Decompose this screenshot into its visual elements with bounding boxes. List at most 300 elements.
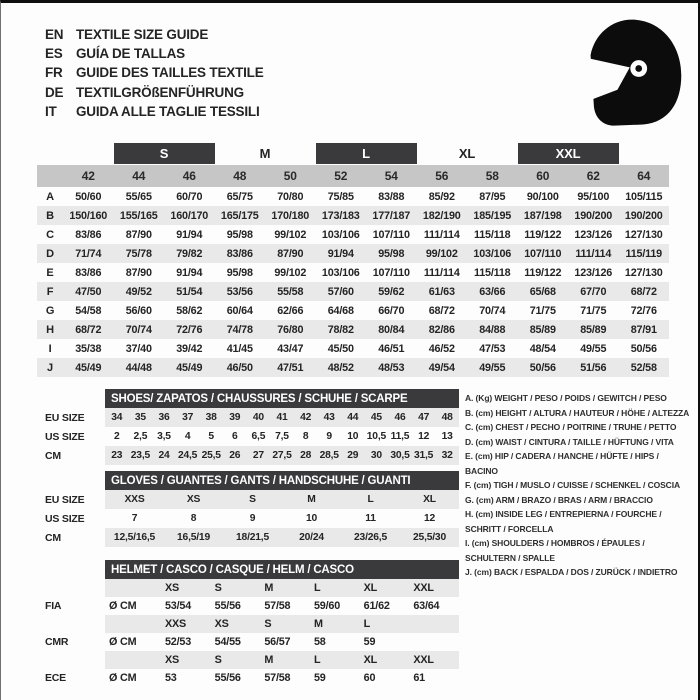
- value-cell: 2,5: [133, 431, 148, 442]
- language-title-list: [45, 25, 264, 121]
- helmet-value: 61: [413, 672, 425, 684]
- measure-value: 82/86: [428, 323, 455, 336]
- gloves-size-table: [41, 471, 459, 547]
- value-cell: 12: [423, 513, 436, 524]
- size-band: [105, 579, 459, 597]
- measure-value: 99/102: [274, 228, 307, 241]
- size-label: 58: [485, 169, 499, 183]
- value-cell: 38: [205, 412, 217, 423]
- corner-cell: [37, 143, 63, 164]
- value-cell: 47: [418, 412, 430, 423]
- row-label: I: [48, 342, 52, 355]
- measure-value: 68/72: [75, 323, 102, 336]
- helmet-value: 58: [314, 636, 326, 648]
- measure-value: 155/165: [119, 209, 158, 222]
- measure-value: 119/122: [524, 228, 562, 241]
- size-label: 56: [435, 169, 449, 183]
- value-cell: 37: [182, 412, 194, 423]
- value-band: [105, 669, 459, 687]
- helmet-value: 59: [314, 672, 326, 684]
- value-band: [105, 408, 459, 427]
- spacer-cell: [105, 579, 161, 597]
- helmet-value-row-ece: [41, 669, 459, 687]
- measure-value: 37/40: [125, 342, 152, 355]
- measurement-legend: [465, 391, 693, 580]
- row-label: US SIZE: [45, 512, 85, 525]
- measure-row-h: [37, 320, 669, 339]
- row-label: C: [46, 228, 54, 241]
- measure-value: 76/80: [277, 323, 304, 336]
- size-group-row: [37, 143, 669, 164]
- value-band: [105, 427, 459, 446]
- value-cell: 18/21,5: [236, 532, 269, 543]
- helmet-value: 63/64: [413, 600, 440, 612]
- value-cell: 5: [208, 431, 214, 442]
- size-label: L: [363, 618, 371, 630]
- measure-value: 115/118: [474, 228, 511, 241]
- measure-row-g: [37, 301, 669, 320]
- measure-value: 87/90: [277, 247, 304, 260]
- value-cell: 45: [370, 412, 382, 423]
- measure-value: 78/82: [327, 323, 354, 336]
- measure-value: 72/76: [176, 323, 203, 336]
- measure-value: 50/60: [75, 190, 102, 203]
- language-code: DE: [45, 84, 64, 100]
- size-label: 52: [334, 169, 348, 183]
- measure-value: 160/170: [170, 209, 209, 222]
- measure-value: 45/49: [176, 361, 203, 374]
- measure-value: 57/60: [327, 285, 354, 298]
- legend-item: B. (cm) HEIGHT / ALTURA / HAUTEUR / HÖHE / ALTEZZA: [465, 407, 690, 418]
- value-cell: 10: [347, 431, 359, 442]
- value-cell: 12,5/16,5: [113, 532, 156, 543]
- measure-value: 71/75: [529, 304, 556, 317]
- value-cell: 25,5/30: [413, 532, 446, 543]
- measure-value: 190/200: [574, 209, 613, 222]
- value-cell: 41: [276, 412, 288, 423]
- measure-value: 71/75: [580, 304, 607, 317]
- measure-value: 107/110: [524, 247, 562, 260]
- measure-value: 43/47: [277, 342, 304, 355]
- size-table-row: [41, 408, 459, 427]
- measure-value: 49/55: [580, 342, 607, 355]
- value-cell: 30,5: [390, 450, 410, 461]
- measure-value: 49/52: [125, 285, 152, 298]
- measure-value: 61/63: [428, 285, 455, 298]
- measure-value: 56/60: [125, 304, 152, 317]
- measure-value: 170/180: [271, 209, 310, 222]
- value-cell: XXS: [124, 494, 145, 505]
- helmet-size-row: [41, 579, 459, 597]
- spacer: [41, 615, 105, 633]
- helmet-table-title: HELMET / CASCO / CASQUE / HELM / CASCO: [105, 560, 459, 579]
- measure-row-d: [37, 244, 669, 263]
- value-cell: 32: [441, 450, 453, 461]
- measure-value: 91/94: [176, 266, 203, 279]
- size-label: L: [314, 582, 321, 594]
- row-label: A: [46, 190, 54, 203]
- gloves-table-title: GLOVES / GUANTES / GANTS / HANDSCHUHE / GUANTI: [105, 471, 459, 490]
- measure-value: 83/86: [75, 228, 102, 241]
- size-label: 46: [182, 169, 196, 183]
- spacer: [41, 651, 105, 669]
- value-cell: 20/24: [299, 532, 324, 543]
- measure-value: 48/54: [529, 342, 556, 355]
- measure-value: 111/114: [423, 228, 460, 241]
- helmet-value: 53: [165, 672, 177, 684]
- value-cell: 16,5/19: [177, 532, 210, 543]
- size-label: 50: [283, 169, 297, 183]
- size-label: XXL: [413, 582, 434, 594]
- language-row: [45, 44, 264, 63]
- row-label: E: [46, 266, 54, 279]
- value-cell: 3,5: [157, 431, 171, 442]
- measure-value: 35/38: [75, 342, 102, 355]
- measure-row-a: [37, 187, 669, 206]
- measure-value: 95/98: [226, 228, 253, 241]
- value-cell: 24: [158, 450, 170, 461]
- value-cell: 11,5: [390, 431, 410, 442]
- value-cell: 11: [365, 513, 376, 524]
- value-band: [105, 490, 459, 509]
- gloves-title-row: [41, 471, 459, 490]
- helmet-value: 57/58: [264, 672, 291, 684]
- measure-value: 39/42: [176, 342, 203, 355]
- measure-value: 85/92: [428, 190, 455, 203]
- value-band: [105, 509, 459, 528]
- measure-value: 62/66: [277, 304, 304, 317]
- measure-row-c: [37, 225, 669, 244]
- corner-cell: [37, 165, 63, 187]
- row-label: FIA: [45, 600, 62, 612]
- measure-row-f: [37, 282, 669, 301]
- language-title: TEXTILGRÖßENFÜHRUNG: [76, 84, 244, 100]
- value-cell: 29: [347, 450, 359, 461]
- measure-value: 47/51: [277, 361, 304, 374]
- row-label: ECE: [45, 672, 66, 684]
- legend-item: D. (cm) WAIST / CINTURA / TAILLE / HÜFTUNG / VITA: [465, 436, 674, 447]
- size-label: 44: [132, 169, 146, 183]
- size-label: 42: [81, 169, 95, 183]
- measure-value: 127/130: [624, 228, 663, 241]
- measure-value: 87/90: [125, 228, 152, 241]
- helmet-value: 59/60: [314, 600, 341, 612]
- legend-item: H. (cm) INSIDE LEG / ENTREPIERNA / FOURCHE / SCHRITT / FORCELLA: [465, 509, 662, 534]
- helmet-value: 61/62: [363, 600, 390, 612]
- measure-value: 71/74: [75, 247, 102, 260]
- measure-value: 79/82: [176, 247, 203, 260]
- value-cell: 12: [418, 431, 430, 442]
- language-title: TEXTILE SIZE GUIDE: [76, 27, 209, 42]
- measure-value: 123/126: [574, 266, 613, 279]
- shoes-size-table: [41, 389, 459, 465]
- value-cell: 10: [305, 513, 318, 524]
- size-label: L: [314, 654, 321, 666]
- value-cell: 25,5: [201, 450, 221, 461]
- size-label: S: [264, 618, 272, 630]
- legend-item: A. (Kg) WEIGHT / PESO / POIDS / GEWITCH / PESO: [465, 393, 667, 403]
- measure-value: 46/52: [428, 342, 455, 355]
- spacer: [41, 471, 105, 490]
- value-cell: 23: [111, 450, 123, 461]
- size-band: [105, 615, 459, 633]
- helmet-value: 52/53: [165, 636, 192, 648]
- value-cell: 7: [131, 513, 138, 524]
- row-label: CMR: [45, 636, 69, 648]
- size-table-row: [41, 509, 459, 528]
- language-row: [45, 25, 264, 44]
- size-label: XL: [363, 654, 378, 666]
- size-label: XXS: [165, 618, 187, 630]
- size-label: XL: [363, 582, 378, 594]
- measure-value: 83/86: [226, 247, 253, 260]
- measure-value: 59/62: [378, 285, 405, 298]
- measure-value: 44/48: [125, 361, 152, 374]
- helmet-value: 54/55: [214, 636, 241, 648]
- helmet-size-table: [41, 560, 459, 687]
- language-row: [45, 102, 264, 121]
- measure-row-e: [37, 263, 669, 282]
- measure-value: 51/54: [176, 285, 203, 298]
- measure-value: 47/53: [479, 342, 506, 355]
- measure-value: 65/68: [529, 285, 556, 298]
- value-cell: 10,5: [366, 431, 387, 442]
- size-label: XS: [165, 654, 180, 666]
- value-cell: 42: [300, 412, 312, 423]
- value-cell: 27,5: [272, 450, 292, 461]
- measure-value: 91/94: [327, 247, 354, 260]
- value-cell: 28: [300, 450, 312, 461]
- measure-value: 115/119: [625, 247, 662, 260]
- measure-value: 46/51: [378, 342, 405, 355]
- measure-value: 41/45: [226, 342, 253, 355]
- row-label: D: [46, 247, 54, 260]
- measure-value: 66/70: [378, 304, 405, 317]
- measure-row-i: [37, 339, 669, 358]
- row-label: CM: [45, 531, 61, 544]
- measure-value: 150/160: [69, 209, 108, 222]
- measure-value: 99/102: [425, 247, 458, 260]
- size-group-xxl: XXL: [518, 143, 619, 164]
- language-row: [45, 63, 264, 82]
- measure-value: 91/94: [176, 228, 203, 241]
- value-cell: 23,5: [130, 450, 151, 461]
- measure-value: 75/78: [125, 247, 152, 260]
- measure-value: 72/76: [630, 304, 657, 317]
- value-cell: XL: [423, 494, 436, 505]
- helmet-value: 57/58: [264, 600, 291, 612]
- language-title: GUIDA ALLE TAGLIE TESSILI: [76, 103, 260, 119]
- measure-value: 103/106: [473, 247, 512, 260]
- shoes-title-row: [41, 389, 459, 408]
- legend-item: E. (cm) HIP / CADERA / HANCHE / HÜFTE / HIPS / BACINO: [465, 451, 659, 476]
- value-cell: 35: [134, 412, 146, 423]
- value-cell: 23/26,5: [354, 532, 387, 543]
- size-label: 64: [637, 169, 651, 183]
- measure-value: 52/58: [630, 361, 657, 374]
- value-cell: 27: [252, 450, 264, 461]
- measure-value: 95/98: [226, 266, 253, 279]
- legend-item: I. (cm) SHOULDERS / HOMBROS / ÉPAULES / SCHULTERN / SPALLE: [465, 538, 645, 563]
- measure-value: 107/110: [372, 228, 410, 241]
- measure-value: 65/75: [226, 190, 253, 203]
- size-group-xl: XL: [458, 146, 476, 161]
- measure-value: 103/106: [321, 228, 360, 241]
- textile-size-table: [37, 143, 669, 377]
- helmet-size-row: [41, 651, 459, 669]
- size-table-row: [41, 528, 459, 547]
- measure-value: 115/118: [474, 266, 511, 279]
- measure-value: 123/126: [574, 228, 613, 241]
- measure-value: 64/68: [327, 304, 354, 317]
- measure-value: 55/58: [277, 285, 304, 298]
- row-label: EU SIZE: [45, 493, 85, 506]
- measure-value: 111/114: [575, 247, 612, 260]
- value-cell: 39: [229, 412, 241, 423]
- legend-item: F. (cm) TIGH / MUSLO / CUISSE / SCHENKEL / COSCIA: [465, 480, 681, 490]
- value-cell: 36: [158, 412, 170, 423]
- measure-value: 99/102: [274, 266, 307, 279]
- value-band: [105, 528, 459, 547]
- measure-value: 68/72: [630, 285, 657, 298]
- measure-value: 48/52: [327, 361, 354, 374]
- value-cell: 6: [232, 431, 238, 442]
- language-title: GUIDE DES TAILLES TEXTILE: [76, 65, 264, 81]
- size-label: XXL: [413, 654, 434, 666]
- measure-value: 49/55: [479, 361, 506, 374]
- size-label: XS: [165, 582, 180, 594]
- measure-value: 80/84: [378, 323, 405, 336]
- value-cell: 2: [114, 431, 120, 442]
- helmet-size-row: [41, 615, 459, 633]
- size-label: S: [214, 654, 222, 666]
- size-label: 62: [586, 169, 600, 183]
- row-label: CM: [45, 449, 61, 462]
- row-label: B: [46, 209, 54, 222]
- measure-value: 177/187: [372, 209, 411, 222]
- value-cell: 8: [190, 513, 197, 524]
- unit-label: Ø CM: [109, 672, 137, 684]
- legend-item: G. (cm) ARM / BRAZO / BRAS / ARM / BRACCIO: [465, 494, 653, 505]
- measure-row-j: [37, 358, 669, 377]
- measure-value: 84/88: [479, 323, 506, 336]
- value-cell: 43: [323, 412, 335, 423]
- helmet-value: 55/56: [214, 672, 241, 684]
- spacer-cell: [105, 615, 161, 633]
- value-cell: 24,5: [177, 450, 198, 461]
- helmet-title-row: [41, 560, 459, 579]
- measure-value: 105/115: [625, 190, 663, 203]
- size-label: 60: [536, 169, 550, 183]
- row-label: G: [45, 304, 55, 317]
- value-cell: 48: [441, 412, 453, 423]
- measure-value: 107/110: [372, 266, 410, 279]
- size-label: S: [214, 582, 222, 594]
- spacer: [41, 560, 105, 579]
- measure-value: 70/74: [479, 304, 506, 317]
- measure-value: 50/56: [529, 361, 556, 374]
- measure-value: 187/198: [523, 209, 562, 222]
- language-row: [45, 83, 264, 102]
- measure-value: 51/56: [580, 361, 607, 374]
- helmet-value-row-fia: [41, 597, 459, 615]
- row-label: J: [47, 361, 53, 374]
- measure-value: 48/53: [378, 361, 405, 374]
- value-cell: 6,5: [251, 431, 266, 442]
- helmet-value: 56/57: [264, 636, 291, 648]
- unit-label: Ø CM: [109, 636, 137, 648]
- legend-item: C. (cm) CHEST / PECHO / POITRINE / TRUHE / PETTO: [465, 422, 677, 432]
- row-label: EU SIZE: [45, 411, 85, 424]
- measure-value: 49/54: [428, 361, 455, 374]
- measure-value: 83/88: [378, 190, 405, 203]
- value-cell: L: [367, 494, 374, 505]
- measure-value: 75/85: [327, 190, 354, 203]
- measure-value: 53/56: [226, 285, 253, 298]
- size-group-l: L: [316, 143, 417, 164]
- helmet-value: [409, 633, 459, 651]
- measure-value: 95/98: [378, 247, 405, 260]
- language-code: FR: [45, 65, 63, 81]
- size-band: [105, 651, 459, 669]
- measure-value: 74/78: [226, 323, 253, 336]
- value-cell: M: [307, 494, 316, 505]
- measure-value: 85/89: [580, 323, 607, 336]
- size-label: 54: [384, 169, 398, 183]
- value-band: [105, 446, 459, 465]
- row-label: F: [46, 285, 54, 298]
- measure-value: 68/72: [428, 304, 455, 317]
- value-cell: 31,5: [413, 450, 434, 461]
- size-table-row: [41, 427, 459, 446]
- spacer: [41, 389, 105, 408]
- value-cell: 9: [326, 431, 332, 442]
- measure-value: 70/80: [277, 190, 304, 203]
- measure-value: 190/200: [624, 209, 663, 222]
- measure-value: 95/100: [577, 190, 610, 203]
- helmet-value: 59: [363, 636, 376, 648]
- size-label: XS: [214, 618, 229, 630]
- measure-value: 45/50: [327, 342, 354, 355]
- value-cell: S: [249, 494, 256, 505]
- language-code: EN: [45, 27, 64, 42]
- measure-value: 47/50: [75, 285, 102, 298]
- size-header-row: [37, 165, 669, 187]
- value-cell: 8: [302, 431, 309, 442]
- size-label: 48: [233, 169, 247, 183]
- value-cell: 13: [441, 431, 453, 442]
- measure-value: 103/106: [321, 266, 360, 279]
- helmet-value-row-cmr: [41, 633, 459, 651]
- measure-value: 70/74: [125, 323, 152, 336]
- measure-row-b: [37, 206, 669, 225]
- value-cell: 30: [370, 450, 382, 461]
- value-cell: 4: [184, 431, 191, 442]
- helmet-value: 60: [363, 672, 376, 684]
- value-cell: 46: [394, 412, 406, 423]
- measure-value: 58/62: [176, 304, 203, 317]
- value-cell: 40: [252, 412, 264, 423]
- size-label: [409, 615, 459, 633]
- measure-value: 87/95: [479, 190, 506, 203]
- measure-value: 63/66: [479, 285, 506, 298]
- unit-label: Ø CM: [109, 600, 137, 612]
- measure-value: 67/70: [580, 285, 607, 298]
- measure-value: 165/175: [220, 209, 259, 222]
- size-group-m: M: [259, 146, 271, 161]
- value-cell: 34: [111, 412, 123, 423]
- measure-value: 87/90: [125, 266, 152, 279]
